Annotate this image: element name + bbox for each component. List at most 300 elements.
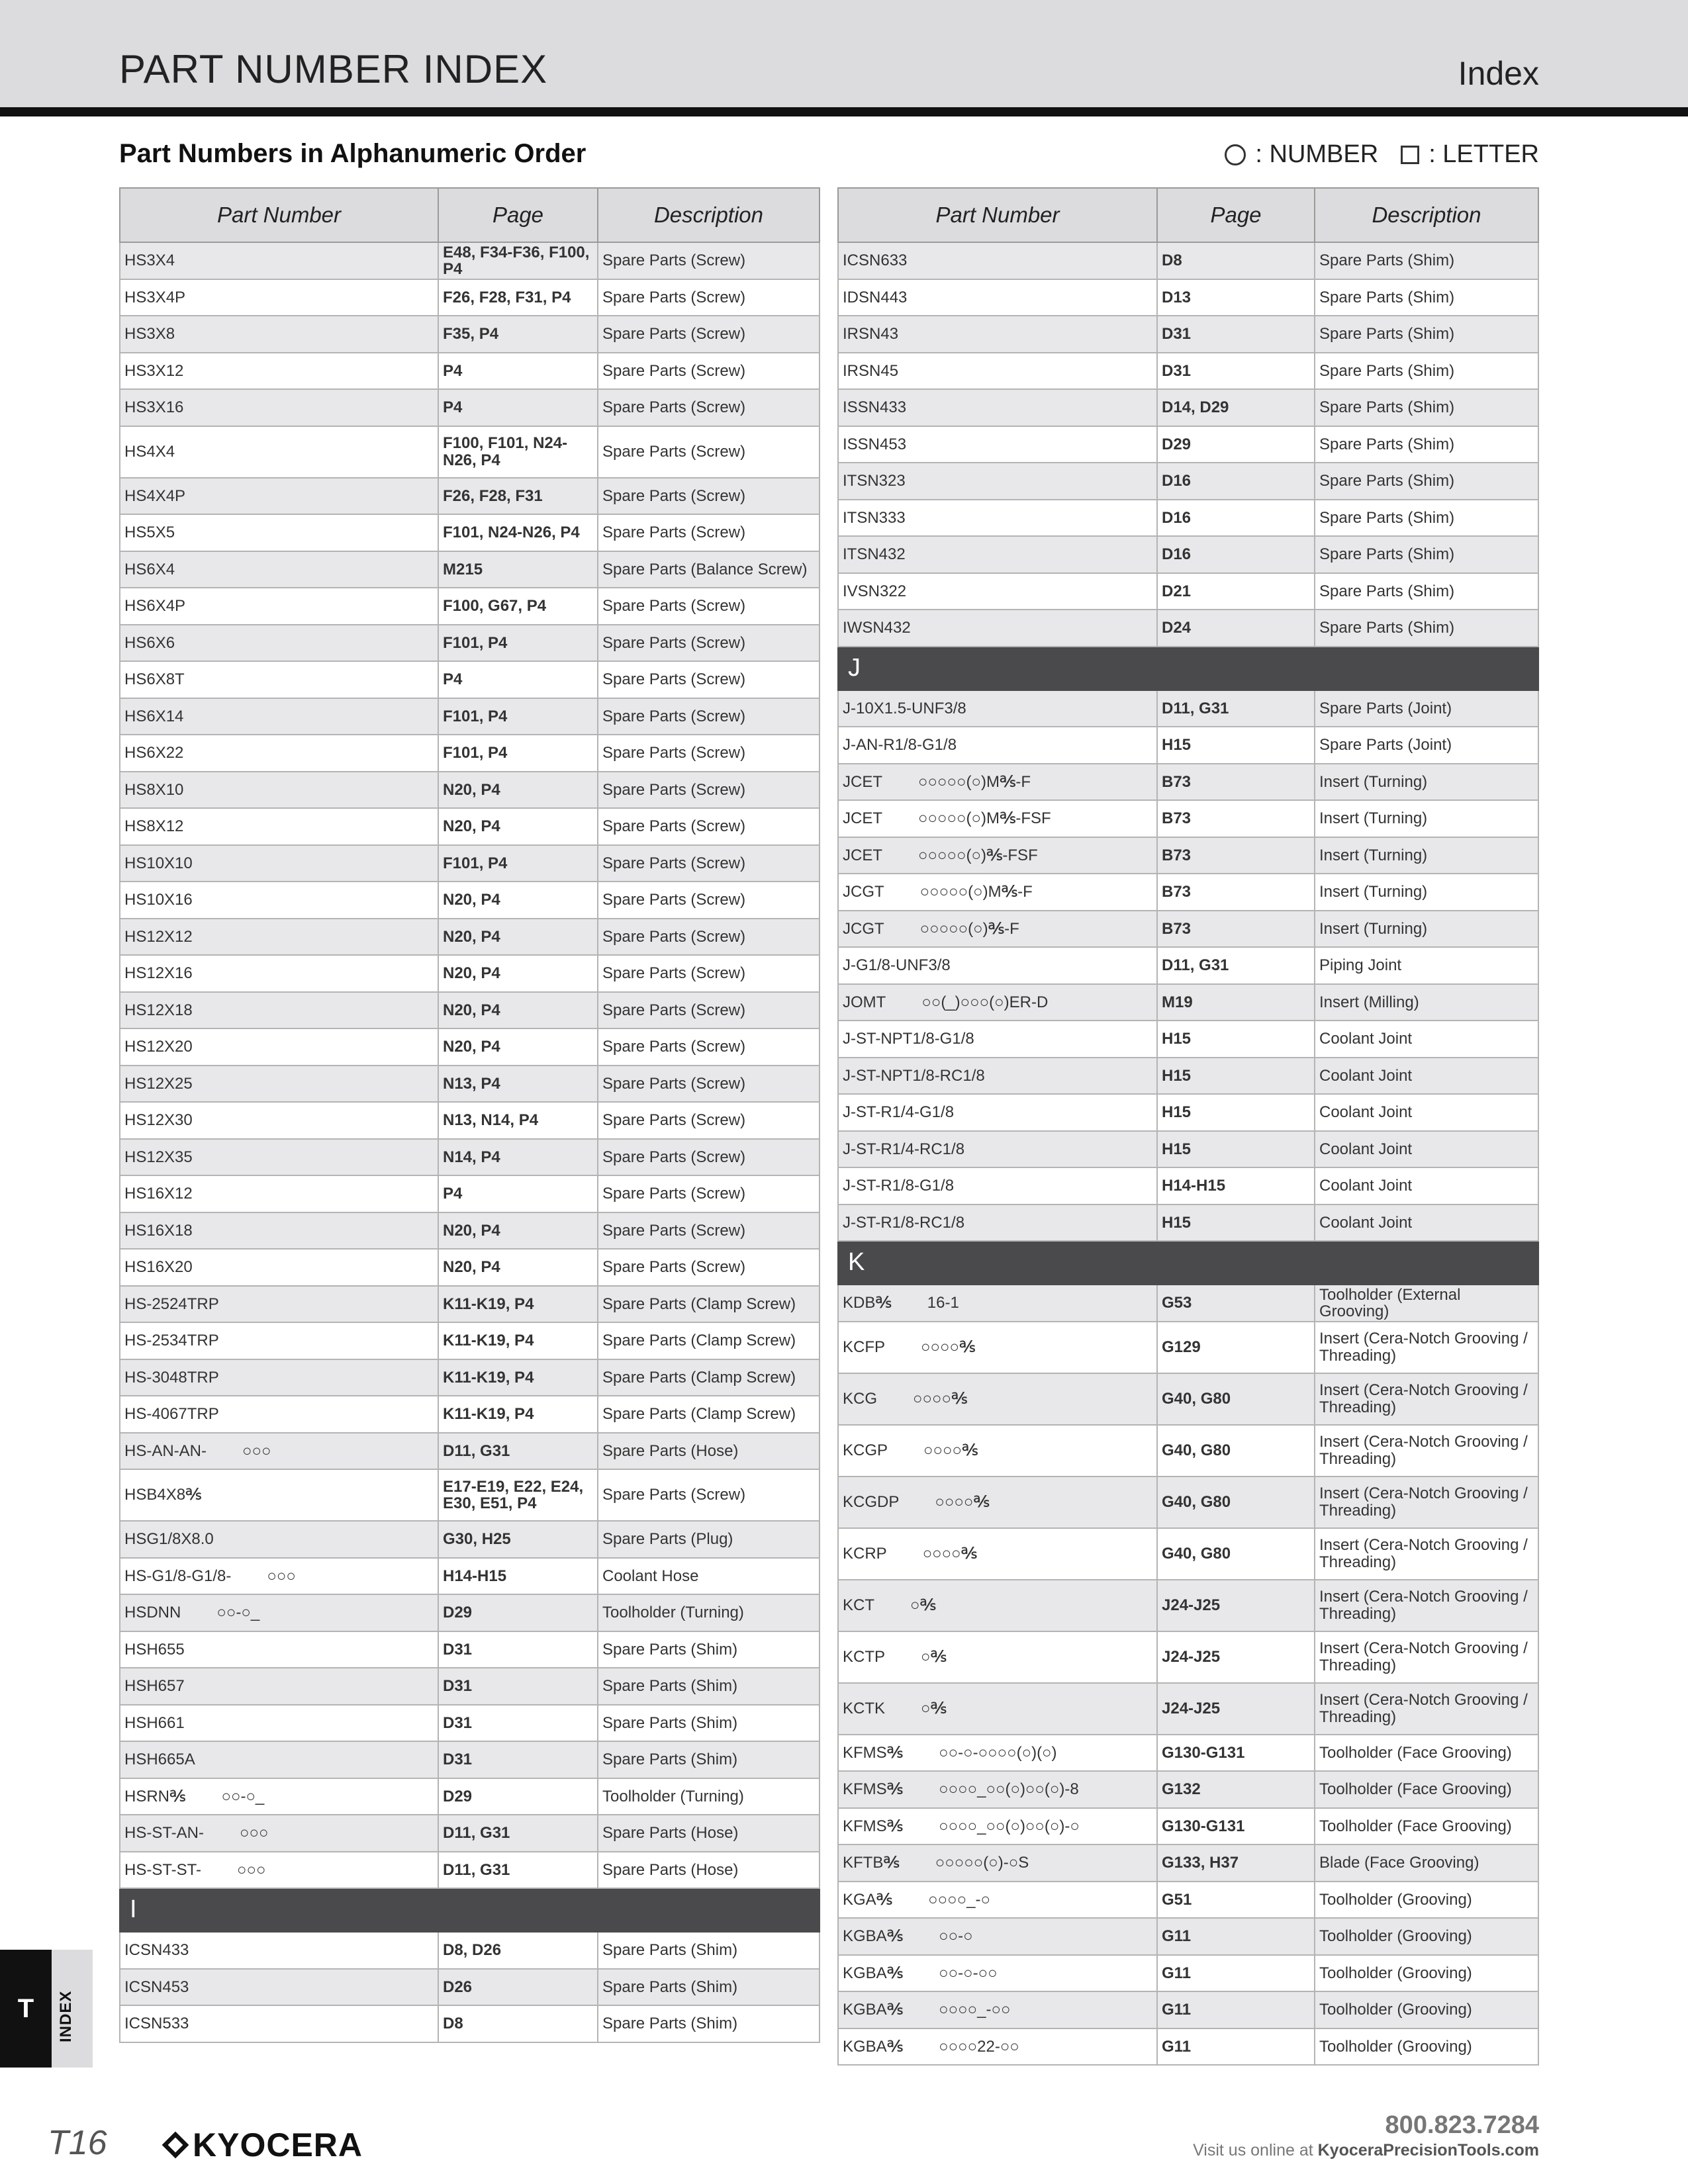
- part-number-suffix: ○○○○℁: [922, 1544, 978, 1563]
- part-number: IVSN322: [843, 582, 907, 600]
- page-cell: D31: [438, 1741, 598, 1778]
- part-number-cell: [838, 1735, 1157, 1772]
- table-row: [120, 882, 820, 919]
- description-cell: Spare Parts (Screw): [598, 919, 820, 956]
- table-row: [838, 279, 1538, 316]
- part-number-cell: [120, 1102, 438, 1139]
- circle-icon: [1225, 144, 1246, 165]
- description-cell: Insert (Turning): [1315, 764, 1538, 801]
- part-number: IDSN443: [843, 288, 908, 306]
- part-number: KCTK: [843, 1699, 886, 1717]
- part-number: KFTB℁: [843, 1854, 900, 1872]
- part-number: HS-ST-AN-: [124, 1824, 204, 1843]
- table-row: [120, 242, 820, 279]
- part-number: HS-ST-ST-: [124, 1860, 202, 1879]
- page-cell: M215: [438, 551, 598, 588]
- part-number-cell: [838, 690, 1157, 727]
- part-number-cell: [120, 1521, 438, 1558]
- part-number: HS6X6: [124, 633, 175, 652]
- part-number-cell: [838, 1058, 1157, 1095]
- part-number-cell: [838, 1771, 1157, 1808]
- part-number-cell: [120, 1322, 438, 1359]
- description-cell: Spare Parts (Screw): [598, 478, 820, 515]
- part-number: HS5X5: [124, 523, 175, 542]
- part-number-cell: [120, 1815, 438, 1852]
- part-number: KDB℁: [843, 1294, 892, 1312]
- description-cell: Spare Parts (Shim): [1315, 389, 1538, 426]
- table-row: [120, 1469, 820, 1521]
- part-number-cell: [120, 1433, 438, 1470]
- page-cell: P4: [438, 1175, 598, 1212]
- page-cell: F101, P4: [438, 698, 598, 735]
- kyocera-logo-icon: [162, 2132, 189, 2158]
- page-header: [0, 0, 1688, 107]
- table-row: [838, 690, 1538, 727]
- table-row: [838, 1735, 1538, 1772]
- description-cell: Spare Parts (Joint): [1315, 690, 1538, 727]
- part-number: HSH655: [124, 1640, 185, 1659]
- part-number: KFMS℁: [843, 1817, 904, 1835]
- part-number: HSG1/8X8.0: [124, 1530, 214, 1549]
- table-row: [838, 1058, 1538, 1095]
- table-row: [838, 316, 1538, 353]
- part-number-cell: [838, 1094, 1157, 1131]
- section-header-row: [838, 647, 1538, 690]
- part-number-cell: [838, 911, 1157, 948]
- description-cell: Spare Parts (Screw): [598, 389, 820, 426]
- table-row: [838, 1373, 1538, 1425]
- part-number: HS-4067TRP: [124, 1405, 219, 1424]
- part-number-suffix: ○○○○℁: [923, 1441, 978, 1459]
- part-number-cell: [838, 1205, 1157, 1242]
- table-row: [120, 588, 820, 625]
- part-number: HSH661: [124, 1713, 185, 1732]
- part-number-suffix: ○℁: [921, 1699, 947, 1717]
- description-cell: Spare Parts (Screw): [598, 1175, 820, 1212]
- part-number: HS12X25: [124, 1074, 193, 1093]
- part-number-cell: [838, 1528, 1157, 1580]
- description-cell: Spare Parts (Screw): [598, 882, 820, 919]
- description-cell: Toolholder (Turning): [598, 1778, 820, 1815]
- part-number: HS16X12: [124, 1185, 193, 1203]
- page-cell: P4: [438, 353, 598, 390]
- part-number: JCGT: [843, 919, 884, 938]
- legend-number: : NUMBER: [1255, 140, 1379, 168]
- part-number-cell: [838, 426, 1157, 463]
- part-number: KCT: [843, 1596, 874, 1614]
- part-number: HS6X22: [124, 744, 184, 762]
- table-row: [120, 1433, 820, 1470]
- part-number-cell: [120, 1249, 438, 1286]
- part-number-cell: [838, 1167, 1157, 1205]
- page-title: PART NUMBER INDEX: [119, 47, 548, 91]
- part-number: ICSN453: [124, 1978, 189, 1996]
- part-number-suffix: ○○-○_: [216, 1604, 260, 1622]
- website-link[interactable]: KyoceraPrecisionTools.com: [1317, 2141, 1539, 2160]
- part-number: J-AN-R1/8-G1/8: [843, 736, 957, 754]
- part-number-cell: [120, 1668, 438, 1705]
- page-cell: J24-J25: [1157, 1580, 1315, 1631]
- part-number: JCET: [843, 846, 882, 864]
- table-row: [838, 1205, 1538, 1242]
- part-number-cell: [838, 1683, 1157, 1735]
- part-number-cell: [120, 1705, 438, 1742]
- page-cell: B73: [1157, 874, 1315, 911]
- table-row: [838, 353, 1538, 390]
- part-number: KGA℁: [843, 1890, 893, 1909]
- page-cell: H15: [1157, 1058, 1315, 1095]
- part-number-cell: [838, 1991, 1157, 2028]
- description-cell: Spare Parts (Shim): [1315, 500, 1538, 537]
- part-number: HS16X18: [124, 1221, 193, 1240]
- table-row: [838, 1322, 1538, 1373]
- part-number-cell: [120, 353, 438, 390]
- description-cell: Spare Parts (Screw): [598, 353, 820, 390]
- part-number-cell: [120, 1286, 438, 1323]
- page-cell: G133, H37: [1157, 1844, 1315, 1882]
- table-row: [120, 1286, 820, 1323]
- description-cell: Spare Parts (Screw): [598, 1102, 820, 1139]
- table-header: [838, 188, 1538, 242]
- part-number: KCGDP: [843, 1492, 900, 1511]
- part-number-cell: [838, 316, 1157, 353]
- description-cell: Spare Parts (Hose): [598, 1433, 820, 1470]
- part-number-cell: [838, 1477, 1157, 1528]
- table-row: [120, 316, 820, 353]
- page-cell: G129: [1157, 1322, 1315, 1373]
- page-cell: D11, G31: [438, 1433, 598, 1470]
- description-cell: Spare Parts (Screw): [598, 1028, 820, 1066]
- page-cell: G40, G80: [1157, 1425, 1315, 1477]
- part-number: HS-3048TRP: [124, 1368, 219, 1387]
- part-number-cell: [120, 1028, 438, 1066]
- part-number: HS12X20: [124, 1038, 193, 1056]
- table-row: [120, 1175, 820, 1212]
- description-cell: Spare Parts (Screw): [598, 808, 820, 845]
- part-number: HS6X8T: [124, 670, 185, 689]
- description-cell: Insert (Cera-Notch Grooving / Threading): [1315, 1477, 1538, 1528]
- part-number-cell: [120, 1594, 438, 1631]
- part-number-suffix: ○○-○-○○○○(○)(○): [939, 1743, 1057, 1762]
- page-cell: N13, P4: [438, 1066, 598, 1103]
- part-number-cell: [838, 837, 1157, 874]
- page-cell: F101, P4: [438, 735, 598, 772]
- table-row: [838, 1844, 1538, 1882]
- page-cell: D31: [438, 1668, 598, 1705]
- part-number: J-ST-NPT1/8-G1/8: [843, 1030, 974, 1048]
- page-cell: N20, P4: [438, 772, 598, 809]
- table-row: [120, 389, 820, 426]
- part-number: HS-2524TRP: [124, 1295, 219, 1313]
- description-cell: Toolholder (Face Grooving): [1315, 1808, 1538, 1845]
- table-row: [838, 1882, 1538, 1919]
- description-cell: Spare Parts (Screw): [598, 242, 820, 279]
- description-cell: Spare Parts (Shim): [598, 1969, 820, 2006]
- part-number-suffix: 16-1: [927, 1294, 959, 1312]
- table-row: [120, 514, 820, 551]
- part-number-cell: [120, 1139, 438, 1176]
- page-cell: D31: [438, 1705, 598, 1742]
- table-row: [838, 1167, 1538, 1205]
- col-description: Description: [598, 188, 820, 242]
- part-number-cell: [120, 772, 438, 809]
- table-row: [838, 1477, 1538, 1528]
- part-number: HS8X10: [124, 780, 184, 799]
- table-row: [838, 1631, 1538, 1683]
- part-number-cell: [838, 727, 1157, 764]
- table-row: [120, 772, 820, 809]
- table-row: [120, 551, 820, 588]
- part-number: HS3X16: [124, 398, 184, 417]
- description-cell: Spare Parts (Shim): [1315, 353, 1538, 390]
- description-cell: Coolant Joint: [1315, 1094, 1538, 1131]
- page-cell: N20, P4: [438, 882, 598, 919]
- table-row: [120, 1139, 820, 1176]
- description-cell: Insert (Milling): [1315, 984, 1538, 1021]
- part-number: HS3X4: [124, 251, 175, 270]
- part-number-suffix: ○℁: [910, 1596, 936, 1614]
- page-cell: H15: [1157, 1094, 1315, 1131]
- part-number-cell: [838, 1285, 1157, 1322]
- page-cell: D11, G31: [438, 1815, 598, 1852]
- table-row: [838, 426, 1538, 463]
- page-cell: D29: [1157, 426, 1315, 463]
- table-row: [120, 735, 820, 772]
- table-row: [838, 500, 1538, 537]
- table-row: [120, 426, 820, 478]
- description-cell: Insert (Turning): [1315, 911, 1538, 948]
- header-rule: [0, 107, 1688, 116]
- part-number: ISSN433: [843, 398, 907, 417]
- table-row: [838, 1808, 1538, 1845]
- page-cell: D29: [438, 1594, 598, 1631]
- table-row: [120, 1705, 820, 1742]
- description-cell: Toolholder (Turning): [598, 1594, 820, 1631]
- part-number-cell: [120, 551, 438, 588]
- description-cell: Spare Parts (Screw): [598, 735, 820, 772]
- page-cell: F100, G67, P4: [438, 588, 598, 625]
- description-cell: Insert (Cera-Notch Grooving / Threading): [1315, 1425, 1538, 1477]
- page-cell: D8, D26: [438, 1932, 598, 1969]
- part-number-cell: [838, 536, 1157, 573]
- part-number: JOMT: [843, 993, 886, 1011]
- part-number: HS3X12: [124, 361, 184, 380]
- table-row: [120, 661, 820, 698]
- part-number-cell: [838, 1882, 1157, 1919]
- part-number: IWSN432: [843, 619, 911, 637]
- page-cell: B73: [1157, 800, 1315, 837]
- page-cell: D11, G31: [438, 1852, 598, 1889]
- table-row: [838, 727, 1538, 764]
- part-number-cell: [838, 1808, 1157, 1845]
- description-cell: Spare Parts (Screw): [598, 514, 820, 551]
- page-cell: F26, F28, F31: [438, 478, 598, 515]
- page-cell: G51: [1157, 1882, 1315, 1919]
- part-number-suffix: ○○○○℁: [935, 1492, 990, 1511]
- description-cell: Toolholder (External Grooving): [1315, 1285, 1538, 1322]
- part-number: HS8X12: [124, 817, 184, 836]
- description-cell: Spare Parts (Shim): [1315, 573, 1538, 610]
- part-number: HSH657: [124, 1677, 185, 1696]
- part-number-cell: [838, 1844, 1157, 1882]
- page-cell: F101, P4: [438, 845, 598, 882]
- page-cell: D8: [438, 2005, 598, 2042]
- part-number-cell: [120, 478, 438, 515]
- table-row: [120, 808, 820, 845]
- section-label: Index: [1458, 55, 1539, 92]
- part-number-cell: [120, 808, 438, 845]
- table-row: [120, 478, 820, 515]
- col-part-number: Part Number: [120, 188, 438, 242]
- page-cell: D8: [1157, 242, 1315, 279]
- page-cell: D24: [1157, 610, 1315, 647]
- table-row: [120, 1594, 820, 1631]
- part-number-cell: [838, 984, 1157, 1021]
- page-cell: N14, P4: [438, 1139, 598, 1176]
- symbol-legend: [1225, 140, 1539, 169]
- description-cell: Spare Parts (Screw): [598, 426, 820, 478]
- part-number-cell: [838, 800, 1157, 837]
- page-cell: D11, G31: [1157, 947, 1315, 984]
- table-row: [120, 919, 820, 956]
- part-number-suffix: ○○○: [267, 1567, 296, 1585]
- description-cell: Spare Parts (Screw): [598, 772, 820, 809]
- description-cell: Toolholder (Grooving): [1315, 1991, 1538, 2028]
- section-header-row: [120, 1888, 820, 1932]
- description-cell: Insert (Turning): [1315, 800, 1538, 837]
- table-row: [838, 1683, 1538, 1735]
- description-cell: Spare Parts (Screw): [598, 1469, 820, 1521]
- page-cell: D31: [1157, 353, 1315, 390]
- part-number: IRSN45: [843, 361, 899, 380]
- table-row: [120, 1396, 820, 1433]
- table-row: [120, 1815, 820, 1852]
- side-tab: [0, 1950, 93, 2068]
- col-description: Description: [1315, 188, 1538, 242]
- description-cell: Toolholder (Grooving): [1315, 1918, 1538, 1955]
- table-row: [838, 573, 1538, 610]
- brand-name: KYOCERA: [193, 2126, 363, 2163]
- part-number-suffix: ○○○○○(○)-○S: [935, 1854, 1029, 1872]
- description-cell: Spare Parts (Balance Screw): [598, 551, 820, 588]
- part-number-suffix: ○○○○○(○)M℁-F: [918, 772, 1031, 791]
- page-cell: G130-G131: [1157, 1808, 1315, 1845]
- part-number: HS12X16: [124, 964, 193, 983]
- description-cell: Spare Parts (Shim): [598, 1668, 820, 1705]
- part-number-cell: [838, 463, 1157, 500]
- part-number: KGBA℁: [843, 1964, 904, 1982]
- part-number: HS-G1/8-G1/8-: [124, 1567, 232, 1585]
- part-number-cell: [838, 1131, 1157, 1168]
- part-number-cell: [120, 1741, 438, 1778]
- table-row: [838, 536, 1538, 573]
- description-cell: Spare Parts (Screw): [598, 1066, 820, 1103]
- table-row: [120, 1778, 820, 1815]
- table-row: [838, 242, 1538, 279]
- part-number-cell: [838, 1955, 1157, 1992]
- part-number: KGBA℁: [843, 1927, 904, 1946]
- table-row: [838, 1580, 1538, 1631]
- page-cell: D21: [1157, 573, 1315, 610]
- part-number-cell: [120, 2005, 438, 2042]
- description-cell: Spare Parts (Shim): [1315, 536, 1538, 573]
- description-cell: Spare Parts (Plug): [598, 1521, 820, 1558]
- part-number: HSB4X8℁: [124, 1486, 202, 1504]
- table-row: [120, 1969, 820, 2006]
- table-row: [120, 2005, 820, 2042]
- description-cell: Insert (Cera-Notch Grooving / Threading): [1315, 1631, 1538, 1683]
- page-cell: G40, G80: [1157, 1528, 1315, 1580]
- part-number-cell: [838, 1631, 1157, 1683]
- part-number-cell: [120, 661, 438, 698]
- description-cell: Spare Parts (Screw): [598, 1212, 820, 1250]
- section-letter: K: [838, 1241, 1538, 1285]
- part-number: J-G1/8-UNF3/8: [843, 956, 951, 975]
- part-number-cell: [838, 279, 1157, 316]
- part-number: J-ST-R1/4-G1/8: [843, 1103, 955, 1122]
- page-cell: D16: [1157, 500, 1315, 537]
- page-cell: B73: [1157, 911, 1315, 948]
- part-number-cell: [838, 610, 1157, 647]
- table-row: [838, 1021, 1538, 1058]
- part-number: KCTP: [843, 1647, 886, 1666]
- table-row: [120, 1322, 820, 1359]
- part-number-cell: [120, 426, 438, 478]
- description-cell: Spare Parts (Screw): [598, 625, 820, 662]
- page-cell: F26, F28, F31, P4: [438, 279, 598, 316]
- description-cell: Insert (Cera-Notch Grooving / Threading): [1315, 1580, 1538, 1631]
- part-number-cell: [120, 882, 438, 919]
- page-number: T16: [48, 2124, 107, 2162]
- description-cell: Spare Parts (Hose): [598, 1815, 820, 1852]
- table-row: [120, 1932, 820, 1969]
- description-cell: Spare Parts (Shim): [598, 1705, 820, 1742]
- part-number: HS12X30: [124, 1111, 193, 1130]
- table-row: [838, 764, 1538, 801]
- part-number-cell: [120, 389, 438, 426]
- table-row: [838, 874, 1538, 911]
- table-row: [120, 955, 820, 992]
- page-cell: D16: [1157, 536, 1315, 573]
- page-cell: D11, G31: [1157, 690, 1315, 727]
- page-cell: K11-K19, P4: [438, 1322, 598, 1359]
- part-number-cell: [120, 845, 438, 882]
- description-cell: Spare Parts (Shim): [1315, 242, 1538, 279]
- page-cell: N20, P4: [438, 1212, 598, 1250]
- description-cell: Spare Parts (Clamp Screw): [598, 1359, 820, 1396]
- brand-logo: [162, 2126, 363, 2164]
- part-number: J-10X1.5-UNF3/8: [843, 699, 966, 717]
- table-row: [838, 2028, 1538, 2066]
- part-number-cell: [838, 1425, 1157, 1477]
- description-cell: Spare Parts (Screw): [598, 279, 820, 316]
- description-cell: Blade (Face Grooving): [1315, 1844, 1538, 1882]
- page-cell: N20, P4: [438, 1028, 598, 1066]
- table-header: [120, 188, 820, 242]
- part-number-cell: [838, 1918, 1157, 1955]
- description-cell: Spare Parts (Screw): [598, 955, 820, 992]
- page-cell: K11-K19, P4: [438, 1286, 598, 1323]
- part-number: HS3X4P: [124, 288, 186, 306]
- page-cell: B73: [1157, 764, 1315, 801]
- part-number: JCET: [843, 772, 882, 791]
- page-cell: B73: [1157, 837, 1315, 874]
- part-number-cell: [120, 992, 438, 1029]
- part-number: ICSN533: [124, 2015, 189, 2033]
- part-number-cell: [120, 1212, 438, 1250]
- page-cell: H15: [1157, 1131, 1315, 1168]
- description-cell: Insert (Cera-Notch Grooving / Threading): [1315, 1683, 1538, 1735]
